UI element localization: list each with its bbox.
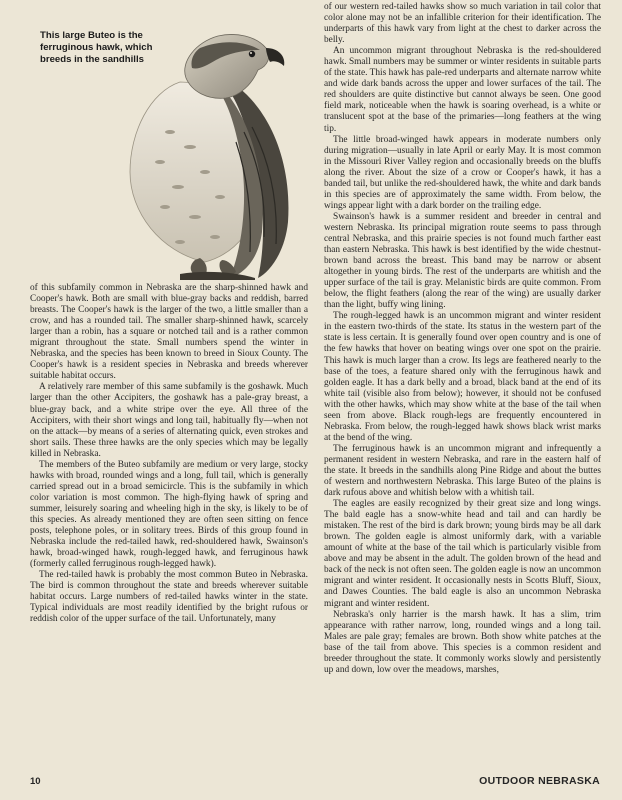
left-column <box>30 283 308 625</box>
paragraph: The eagles are easily recognized by their great size and long wings. The bald eagle has a snow-white head and tail and can hardly be mistaken. The rest of the bird is dark brown; young birds may be all dark brown. The golden eagle is almost uniformly dark, with a variable amount of white at the base of the tail which is particularly visible from above and may be absent in the adult. The golden brown of the head and back of the neck is not often seen. The golden eagle is now an uncommon migrant and winter resident. It occasionally nests in Scotts Bluff, Sioux, and Dawes Counties. The bald eagle is also an uncommon Nebraska migrant and winter resident. <box>324 499 601 609</box>
page-number: 10 <box>30 776 41 787</box>
paragraph: The little broad-winged hawk appears in moderate numbers only during migration—usually in late April or early May. It is most common in the Missouri River Valley region and occasionally breeds on the bluffs along the river. About the size of a crow or Cooper's hawk, it has a banded tail, but unlike the red-shouldered hawk, the white and dark bands in this species are of approximately the same width. From below, the wings appear light with a dark border on the trailing edge. <box>324 134 601 211</box>
magazine-title: OUTDOOR NEBRASKA <box>479 775 600 787</box>
paragraph: The rough-legged hawk is an uncommon migrant and winter resident in the eastern two-thirds of the state. Its status in the western part of the state is less certain. It is generally found over open country and is one of the few hawks that hover on beating wings over one spot on the prairie. This hawk is much larger than a crow. Its legs are feathered nearly to the base of the toes, a feature shared only with the ferruginous hawk and golden eagle. It has a dark belly and a broad, black band at the end of its white tail (visible also from below); however, it should not be confused with the other hawks, which may show white at the base of the tail when seen from above. Black rough-legs are frequently encountered in Nebraska. From below, the rough-legged hawk shows black wrist marks at the bend of the wing. <box>324 311 601 443</box>
paragraph: A relatively rare member of this same subfamily is the goshawk. Much larger than the other Accipiters, the goshawk has a pale-gray breast, a blue-gray back, and a white stripe over the eye. All three of the Accipiters, with their short wings and long tail, habitually fly—when not on the attack—by means of a series of alternating quick, even strokes and short sails. These three hawks are the only species which may be legally killed in Nebraska. <box>30 382 308 459</box>
paragraph: Nebraska's only harrier is the marsh hawk. It has a slim, trim appearance with rather narrow, long, rounded wings and a long tail. Males are pale gray; females are brown. Both show white patches at the base of the tail from above. This species is a common resident and breeder throughout the state. It commonly works slowly and persistently up and down, low over the meadows, marshes, <box>324 609 601 675</box>
paragraph: of our western red-tailed hawks show so much variation in tail color that color alone may not be an infallible criterion for their identification. The underparts of this hawk vary from light at the chest to darker across the belly. <box>324 2 601 46</box>
hawk-figure <box>30 22 310 280</box>
paragraph: The members of the Buteo subfamily are medium or very large, stocky hawks with broad, rounded wings and a long, full tail, which is generally carried spread out in a broad semicircle. This is the subfamily in which color variation is most common. The high-flying hawk of spring and summer, leisurely soaring and wheeling high in the sky, is likely to be of this species. As already mentioned they are often seen sitting on fence posts, telephone poles, or in solitary trees. Birds of this group found in Nebraska include the red-tailed hawk, red-shouldered hawk, Swainson's hawk, broad-winged hawk, rough-legged hawk, and ferruginous hawk (formerly called ferruginous rough-legged hawk). <box>30 459 308 570</box>
figure-caption: This large Buteo is the ferruginous hawk, which breeds in the sandhills <box>40 30 153 65</box>
paragraph: An uncommon migrant throughout Nebraska is the red-shouldered hawk. Small numbers may be summer or winter residents in suitable parts of the state. This hawk has pale-red underparts and alternate narrow white and wide dark bands across the upper and lower surfaces of the tail. The red shoulders are quite distinctive but cannot always be seen. One good field mark, noticeable when the hawk is soaring overhead, is a white or translucent spot at the base of the primaries—long feathers at the wing tip. <box>324 46 601 134</box>
right-column <box>324 2 601 676</box>
paragraph: of this subfamily common in Nebraska are the sharp-shinned hawk and Cooper's hawk. Both are small with blue-gray backs and reddish, barred breasts. The Cooper's hawk is the larger of the two, a little smaller than a crow, and has a rounded tail. The smaller sharp-shinned hawk, scarcely larger than a robin, has a square or notched tail and is a rather common migrant throughout the state. Small numbers spend the winter in Nebraska, and the species has been known to breed in Sioux County. The Cooper's hawk is a resident species in Nebraska and breeds wherever suitable habitat occurs. <box>30 283 308 382</box>
paragraph: Swainson's hawk is a summer resident and breeder in central and western Nebraska. Its principal migration route seems to pass through central Nebraska, and this prairie species is not found much farther east than eastern Nebraska. This hawk is best identified by the wide chestnut-brown band across the breast. This band may be narrow or absent altogether in young birds. The rest of the underparts are whitish and the upper surface of the tail is gray. Melanistic birds are quite common. From below, the flight feathers (along the rear of the wing) are usually darker than the light, buffy wing lining. <box>324 211 601 311</box>
paragraph: The red-tailed hawk is probably the most common Buteo in Nebraska. The bird is common throughout the state and breeds wherever suitable habitat occurs. Large numbers of red-tailed hawks winter in the state. Typical individuals are most readily identified by the bright rufous or reddish color of the upper surface of the tail. Unfortunately, many <box>30 570 308 625</box>
paragraph: The ferruginous hawk is an uncommon migrant and infrequently a permanent resident in western Nebraska, and rare in the eastern half of the state. It breeds in the sandhills along Pine Ridge and about the buttes of western and northwestern Nebraska. This large Buteo of the plains is dark rufous above and whitish below with a whitish tail. <box>324 443 601 499</box>
